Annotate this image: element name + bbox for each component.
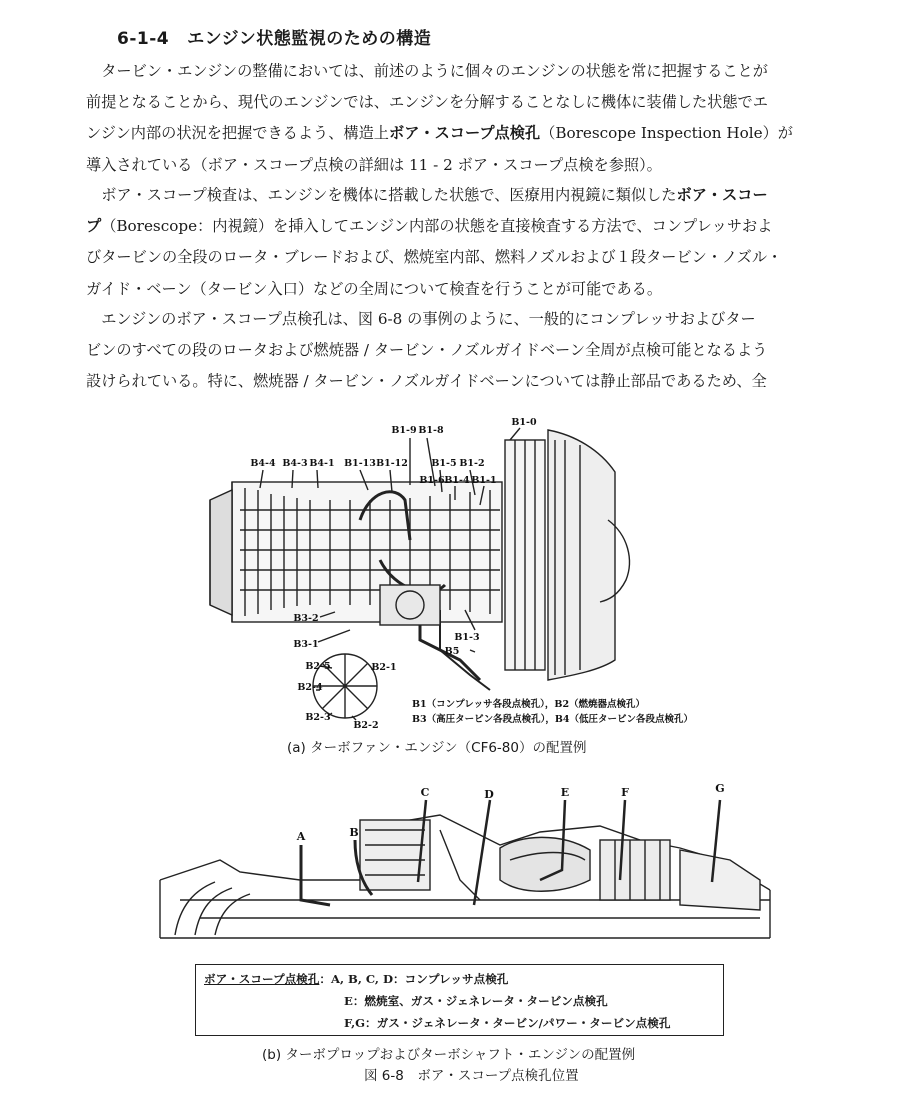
label-D: D: [484, 788, 494, 801]
text-line: プ（Borescope：内視鏡）を挿入してエンジン内部の状態を直接検査する方法で、コンプレッサおよ: [86, 217, 773, 236]
label-B3-1: B3-1: [293, 639, 319, 650]
label-B1-4: B1-4: [444, 475, 470, 486]
label-A: A: [296, 830, 306, 843]
label-B1-1: B1-1: [471, 475, 497, 486]
figure-b-legend: [195, 964, 724, 1036]
label-G: G: [715, 782, 725, 795]
paragraph-2: [86, 180, 838, 305]
legend-row: F,G：ガス・ジェネレータ・タービン/パワー・タービン点検孔: [344, 1016, 671, 1030]
figure-a-turbofan-diagram: [0, 400, 920, 735]
bold-term: ボア・スコープ点検孔: [389, 124, 541, 143]
label-B4-1: B4-1: [309, 458, 335, 469]
label-B1-3: B1-3: [454, 632, 480, 643]
legend-title: ボア・スコープ点検孔：A, B, C, D：コンプレッサ点検孔: [204, 972, 509, 986]
label-F: F: [621, 786, 629, 799]
figure-a-legend-line: B3（高圧タービン各段点検孔），B4（低圧タービン各段点検孔）: [412, 714, 694, 725]
text-line: ボア・スコープ検査は、エンジンを機体に搭載した状態で、医療用内視鏡に類似したボア・スコー: [86, 186, 768, 204]
label-B3-2: B3-2: [293, 613, 319, 624]
label-B1-5: B1-5: [431, 458, 457, 469]
text-line: ガイド・ベーン（タービン入口）などの全周について検査を行うことが可能である。: [86, 279, 663, 298]
bold-term: プ: [86, 217, 102, 236]
label-B4-3: B4-3: [282, 458, 308, 469]
label-B2-5: B2-5: [305, 661, 331, 672]
figure-a-legend-line: B1（コンプレッサ各段点検孔），B2（燃焼器点検孔）: [412, 699, 646, 710]
label-C: C: [420, 786, 430, 799]
text-line: ンジン内部の状況を把握できるよう、構造上ボア・スコープ点検孔（Borescope Inspection Hole）が: [86, 124, 793, 143]
label-B2-3: B2-3: [305, 712, 331, 723]
paragraph-3: [86, 304, 838, 398]
paragraph-1: [86, 56, 838, 181]
text-line: ビンのすべての段のロータおよび燃焼器 / タービン・ノズルガイドベーン全周が点検可能となるよう: [86, 341, 768, 360]
section-number: 6-1-4: [117, 29, 170, 49]
text-line: タービン・エンジンの整備においては、前述のように個々のエンジンの状態を常に把握することが: [86, 62, 768, 80]
figure-b-turboprop-diagram: [0, 780, 920, 960]
legend-row: E：燃焼室、ガス・ジェネレータ・タービン点検孔: [344, 994, 608, 1008]
text-line: 導入されている（ボア・スコープ点検の詳細は 11 - 2 ボア・スコープ点検を参照）。: [86, 155, 662, 174]
text-line: びタービンの全段のロータ・ブレードおよび、燃焼室内部、燃料ノズルおよび１段タービン・ノズル・: [86, 248, 783, 267]
text-line: エンジンのボア・スコープ点検孔は、図 6-8 の事例のように、一般的にコンプレッサおよびター: [86, 310, 756, 328]
figure-title: 図 6-8 ボア・スコープ点検孔位置: [364, 1068, 579, 1084]
label-B: B: [349, 826, 359, 839]
label-B1-6: B1-6: [419, 475, 445, 486]
figure-a-caption: (a) ターボファン・エンジン（CF6-80）の配置例: [287, 740, 587, 756]
label-B4-4: B4-4: [250, 458, 276, 469]
label-B1-2: B1-2: [459, 458, 485, 469]
label-E: E: [560, 786, 570, 799]
section-title: エンジン状態監視のための構造: [187, 29, 432, 49]
label-B1-9: B1-9: [391, 425, 417, 436]
figure-b-caption: (b) ターボプロップおよびターボシャフト・エンジンの配置例: [262, 1047, 636, 1063]
label-B1-0: B1-0: [511, 417, 537, 428]
label-B2-1: B2-1: [371, 662, 397, 673]
text-line: 設けられている。特に、燃焼器 / タービン・ノズルガイドベーンについては静止部品であるため、全: [86, 372, 767, 391]
label-B1-8: B1-8: [418, 425, 444, 436]
bold-term: ボア・スコー: [676, 186, 768, 204]
section-heading: [117, 24, 431, 49]
label-B5: B5: [444, 646, 460, 657]
text-line: 前提となることから、現代のエンジンでは、エンジンを分解することなしに機体に装備した状態でエ: [86, 93, 768, 112]
label-B2-4: B2-4: [297, 682, 323, 693]
label-B2-2: B2-2: [353, 720, 379, 731]
label-B1-13: B1-13: [344, 458, 376, 469]
label-B1-12: B1-12: [376, 458, 408, 469]
